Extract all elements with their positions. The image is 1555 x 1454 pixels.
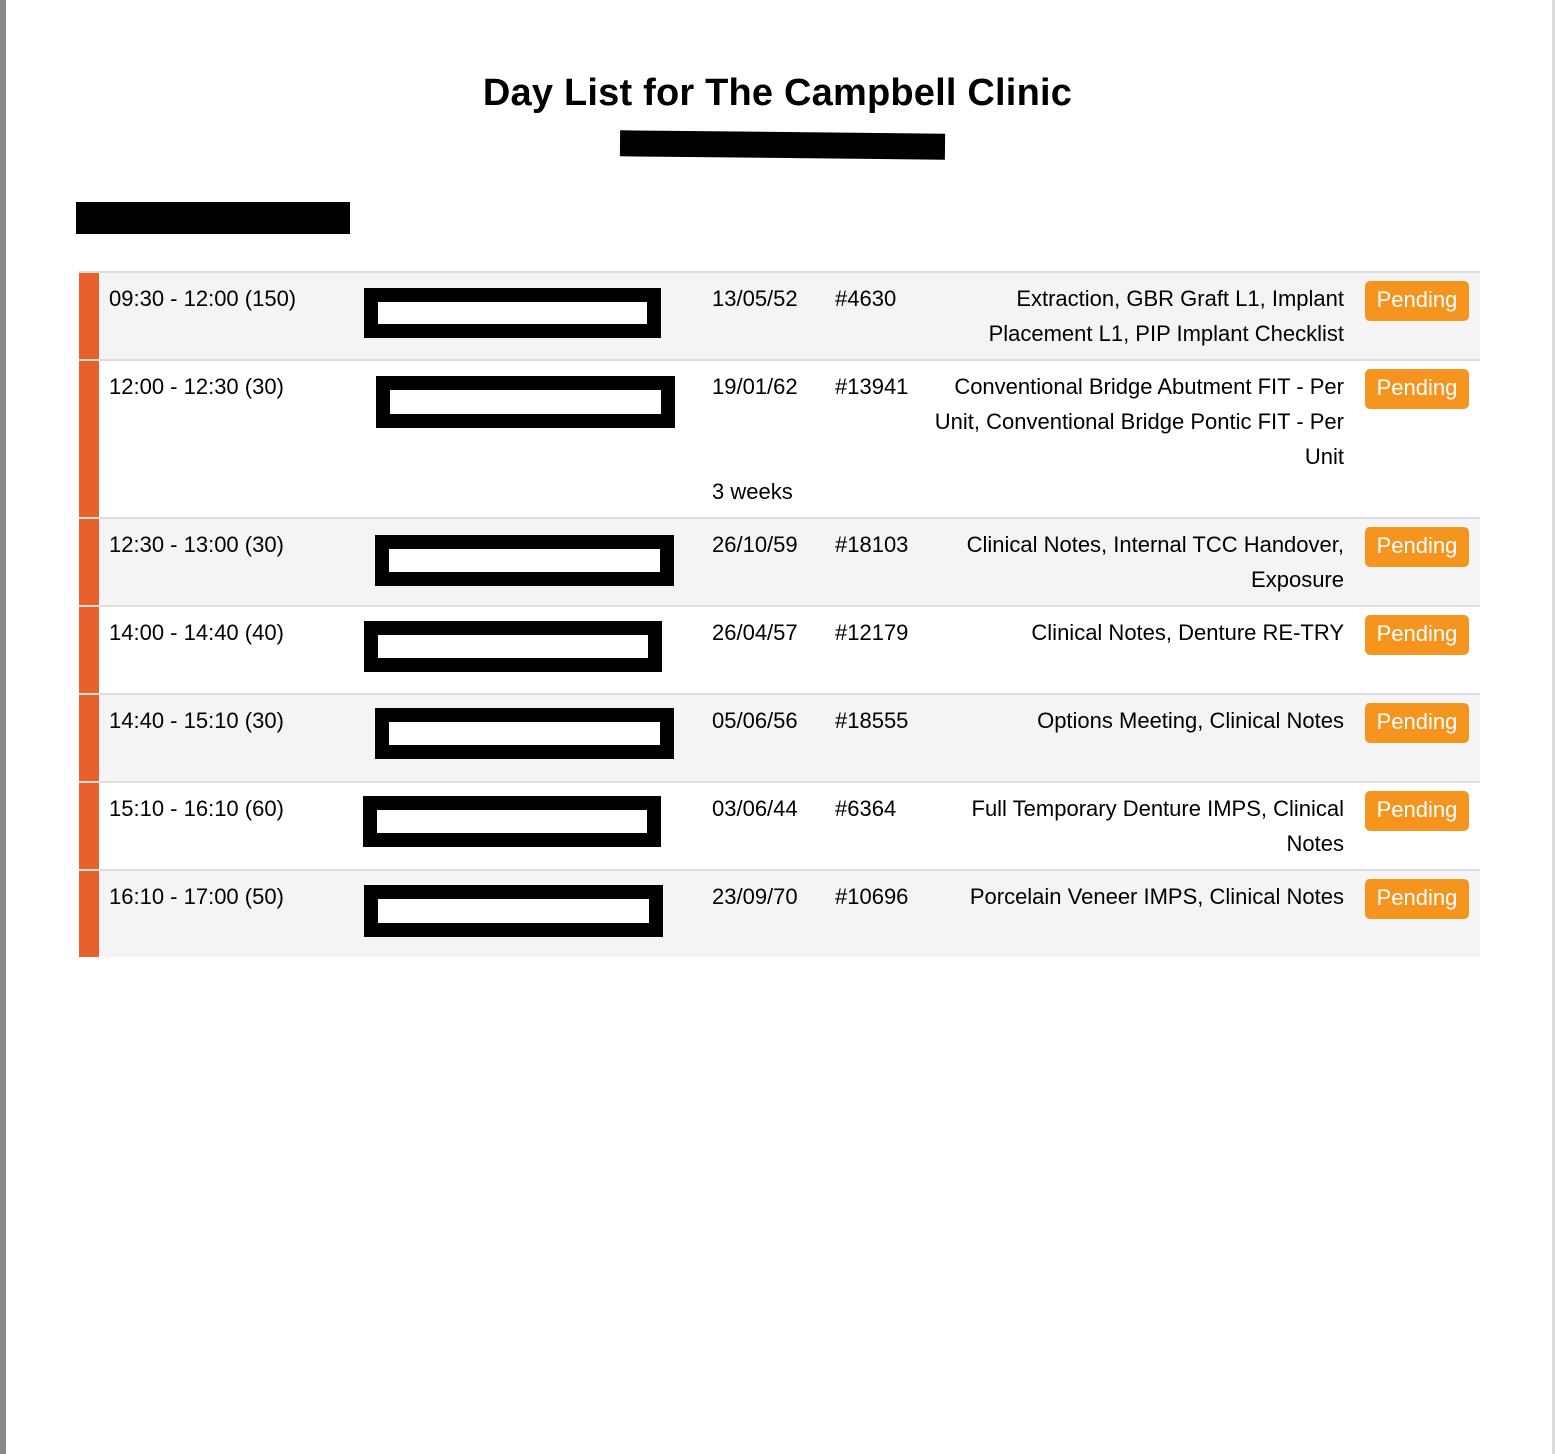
table-row[interactable]	[79, 605, 1480, 693]
page-left-edge	[0, 0, 6, 1454]
treatment-list: Options Meeting, Clinical Notes	[1037, 708, 1344, 733]
redacted-section-heading	[76, 202, 350, 234]
appointments-table	[79, 271, 1480, 957]
date-of-birth: 26/10/59	[712, 532, 798, 557]
appointment-time: 14:40 - 15:10 (30)	[109, 708, 284, 733]
appointment-time: 12:00 - 12:30 (30)	[109, 374, 284, 399]
status-badge: Pending	[1365, 369, 1469, 409]
status-badge: Pending	[1365, 879, 1469, 919]
table-row[interactable]	[79, 693, 1480, 781]
row-accent-bar	[79, 607, 99, 693]
page-title: Day List for The Campbell Clinic	[482, 72, 1073, 114]
table-row[interactable]	[79, 517, 1480, 605]
date-of-birth: 05/06/56	[712, 708, 798, 733]
appointment-time: 16:10 - 17:00 (50)	[109, 884, 284, 909]
status-badge: Pending	[1365, 791, 1469, 831]
redacted-patient-name	[363, 796, 661, 847]
row-accent-bar	[79, 695, 99, 781]
appointment-note: 3 weeks	[712, 479, 793, 504]
patient-id: #18103	[835, 532, 909, 557]
appointment-time: 09:30 - 12:00 (150)	[109, 286, 297, 311]
table-row[interactable]	[79, 359, 1480, 517]
status-badge: Pending	[1365, 281, 1469, 321]
patient-id: #4630	[835, 286, 897, 311]
table-row[interactable]	[79, 271, 1480, 359]
treatment-list: Clinical Notes, Internal TCC Handover, Exposure	[966, 532, 1344, 592]
redacted-patient-name	[375, 708, 674, 759]
row-accent-bar	[79, 273, 99, 359]
status-badge: Pending	[1365, 615, 1469, 655]
redacted-patient-name	[375, 535, 674, 586]
treatment-list: Conventional Bridge Abutment FIT - Per Unit, Conventional Bridge Pontic FIT - Per Unit	[934, 374, 1344, 469]
treatment-list: Porcelain Veneer IMPS, Clinical Notes	[969, 884, 1344, 909]
table-row[interactable]	[79, 781, 1480, 869]
patient-id: #10696	[835, 884, 909, 909]
redacted-patient-name	[364, 621, 662, 672]
redacted-patient-name	[376, 376, 675, 428]
patient-id: #12179	[835, 620, 909, 645]
row-accent-bar	[79, 871, 99, 957]
date-of-birth: 13/05/52	[712, 286, 798, 311]
patient-id: #18555	[835, 708, 909, 733]
appointment-time: 12:30 - 13:00 (30)	[109, 532, 284, 557]
appointment-time: 15:10 - 16:10 (60)	[109, 796, 284, 821]
redacted-date	[620, 130, 945, 159]
patient-id: #6364	[835, 796, 897, 821]
date-of-birth: 26/04/57	[712, 620, 798, 645]
date-of-birth: 19/01/62	[712, 374, 798, 399]
redacted-patient-name	[364, 288, 661, 338]
date-of-birth: 23/09/70	[712, 884, 798, 909]
table-row[interactable]	[79, 869, 1480, 957]
status-badge: Pending	[1365, 703, 1469, 743]
row-accent-bar	[79, 783, 99, 869]
treatment-list: Full Temporary Denture IMPS, Clinical Notes	[971, 796, 1344, 856]
row-accent-bar	[79, 361, 99, 517]
document-header	[0, 72, 1555, 115]
row-accent-bar	[79, 519, 99, 605]
treatment-list: Clinical Notes, Denture RE-TRY	[1031, 620, 1344, 645]
appointment-time: 14:00 - 14:40 (40)	[109, 620, 284, 645]
status-badge: Pending	[1365, 527, 1469, 567]
treatment-list: Extraction, GBR Graft L1, Implant Placement L1, PIP Implant Checklist	[988, 286, 1344, 346]
redacted-patient-name	[364, 885, 663, 937]
date-of-birth: 03/06/44	[712, 796, 798, 821]
patient-id: #13941	[835, 374, 909, 399]
